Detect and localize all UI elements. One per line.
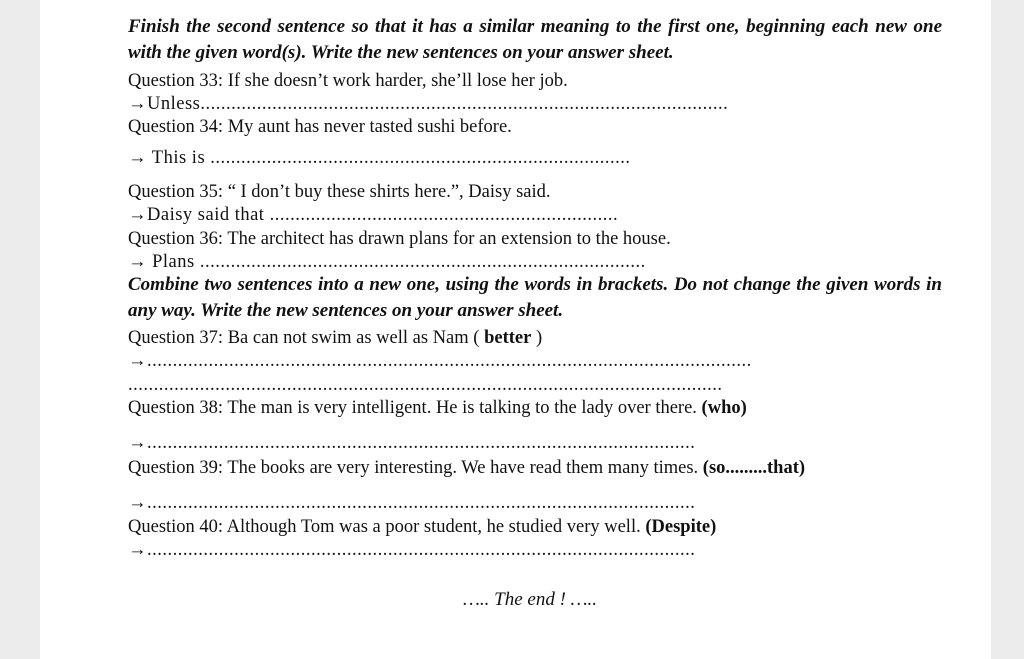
answer-line-37b: .................................................................................................................... [128, 375, 723, 395]
document-page [40, 0, 991, 659]
answer-line-36: → Plans ....................................................................................... [128, 252, 646, 272]
question-38-keyword: (who) [701, 398, 747, 418]
question-38 [128, 397, 747, 419]
question-37-close: ) [531, 328, 543, 348]
question-37 [128, 327, 542, 349]
question-37-keyword: better [484, 328, 532, 348]
question-40 [128, 516, 716, 538]
answer-line-40: →........................................................................................................... [128, 540, 696, 560]
question-36: Question 36: The architect has drawn plans for an extension to the house. [128, 229, 671, 249]
question-35: Question 35: “ I don’t buy these shirts here.”, Daisy said. [128, 182, 551, 202]
question-40-text: Question 40: Although Tom was a poor student, he studied very well. [128, 517, 646, 537]
question-33: Question 33: If she doesn’t work harder, she’ll lose her job. [128, 71, 568, 91]
the-end-text: ….. The end ! ….. [463, 589, 598, 610]
answer-line-39: →........................................................................................................... [128, 493, 696, 513]
question-38-text: Question 38: The man is very intelligent. He is talking to the lady over there. [128, 398, 702, 418]
question-39 [128, 457, 805, 479]
question-39-keyword: (so.........that) [702, 458, 806, 478]
section2-instruction: Combine two sentences into a new one, using the words in brackets. Do not change the given words in any way. Write the new sentences on your answer sheet. [128, 274, 942, 321]
question-37-text: Question 37: Ba can not swim as well as Nam ( [128, 328, 485, 348]
answer-line-34: → This is .................................................................................. [128, 148, 631, 168]
answer-line-33: →Unless....................................................................................................... [128, 94, 729, 114]
answer-line-37a: →...................................................................................................................... [128, 351, 752, 371]
question-39-text: Question 39: The books are very interesting. We have read them many times. [128, 458, 703, 478]
section1-instruction: Finish the second sentence so that it has a similar meaning to the first one, beginning each new one with the given word(s). Write the new sentences on your answer sheet. [128, 16, 942, 63]
question-34: Question 34: My aunt has never tasted sushi before. [128, 117, 512, 137]
answer-line-35: →Daisy said that .................................................................... [128, 205, 619, 225]
answer-line-38: →........................................................................................................... [128, 433, 696, 453]
question-40-keyword: (Despite) [645, 517, 717, 537]
